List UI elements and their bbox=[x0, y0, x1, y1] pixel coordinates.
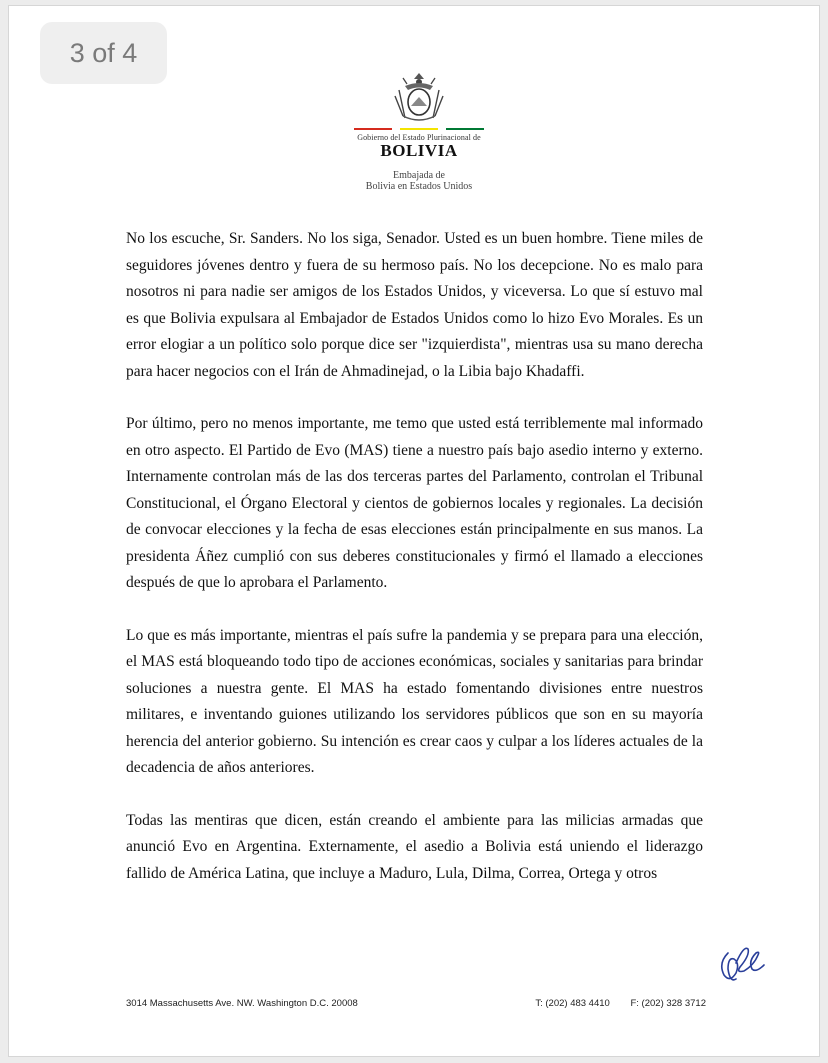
coat-of-arms-icon bbox=[391, 70, 447, 122]
signature-icon bbox=[714, 941, 766, 986]
flag-stripe-red bbox=[354, 128, 392, 130]
embassy-line-1: Embajada de bbox=[393, 170, 445, 181]
embassy-line-2: Bolivia en Estados Unidos bbox=[365, 181, 473, 192]
paragraph: Lo que es más importante, mientras el país sufre la pandemia y se prepara para una elección, el MAS está bloqueando todo tipo de acciones económicas, sociales y sanitarias para brindar soluciones a nuestra gente. El MAS ha estado fomentando divisiones entre nuestros militares, e inventando guiones utilizando los servidores públicos que son en su mayoría herencia del anterior gobierno. Su intención es crear caos y culpar a los líderes actuales de la decadencia de años anteriores. bbox=[126, 626, 703, 776]
footer-contact bbox=[517, 998, 706, 1009]
footer-address: 3014 Massachusetts Ave. NW. Washington D.C. 20008 bbox=[126, 998, 358, 1009]
paragraph: No los escuche, Sr. Sanders. No los siga, Senador. Usted es un buen hombre. Tiene miles de seguidores jóvenes dentro y fuera de su hermoso país. No los decepcione. No es malo para nosotros ni para nadie ser amigos de los Estados Unidos, y viceversa. Lo que sí estuvo mal es que Bolivia expulsara al Embajador de Estados Unidos como lo hizo Evo Morales. Es un error elogiar a un político solo porque dice ser "izquierdista", mientras usa su mano derecha para hacer negocios con el Irán de Ahmadinejad, o la Libia bajo Khadaffi. bbox=[126, 230, 703, 380]
footer bbox=[126, 998, 706, 1009]
flag-stripe bbox=[354, 128, 484, 131]
flag-stripe-green bbox=[446, 128, 484, 130]
government-name: Gobierno del Estado Plurinacional de bbox=[357, 133, 481, 142]
footer-phone: T: (202) 483 4410 bbox=[535, 998, 610, 1009]
document-page bbox=[8, 5, 820, 1057]
country-name: BOLIVIA bbox=[380, 141, 458, 160]
paragraph: Por último, pero no menos importante, me temo que usted está terriblemente mal informado en otro aspecto. El Partido de Evo (MAS) tiene a nuestro país bajo asedio interno y externo. Internamente controlan más de las dos terceras partes del Parlamento, controlan el Tribunal Constitucional, el Órgano Electoral y cientos de gobiernos locales y regionales. La decisión de convocar elecciones y la fecha de esas elecciones están principalmente en sus manos. La presidenta Áñez cumplió con sus deberes constitucionales y firmó el llamado a elecciones después de que lo aprobara el Parlamento. bbox=[126, 415, 703, 591]
paragraph: Todas las mentiras que dicen, están creando el ambiente para las milicias armadas que anunció Evo en Argentina. Externamente, el asedio a Bolivia está uniendo el liderazgo fallido de América Latina, que incluye a Maduro, Lula, Dilma, Correa, Ortega y otros bbox=[126, 811, 703, 882]
letterhead bbox=[329, 70, 509, 192]
flag-stripe-yellow bbox=[400, 128, 438, 130]
letter-body bbox=[126, 226, 703, 913]
embassy-name bbox=[329, 170, 509, 192]
page-counter-badge: 3 of 4 bbox=[40, 22, 167, 84]
footer-fax: F: (202) 328 3712 bbox=[630, 998, 706, 1009]
